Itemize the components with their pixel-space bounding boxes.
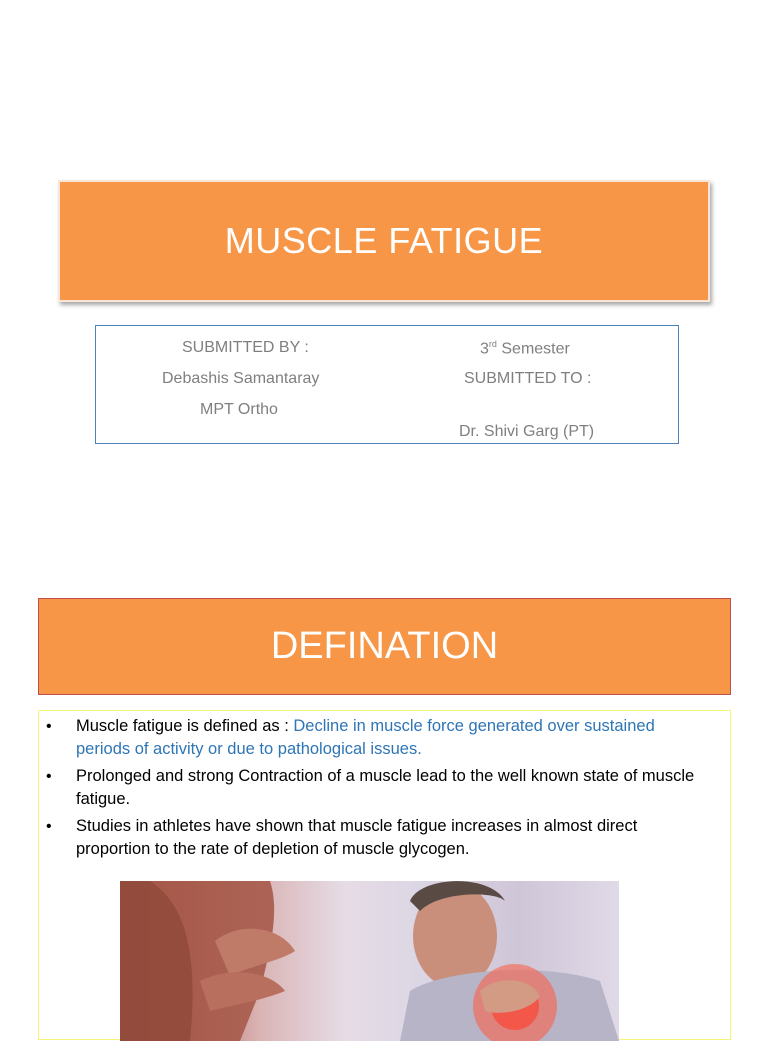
definition-title: DEFINATION — [270, 625, 499, 667]
submitted-by-label: SUBMITTED BY : — [182, 339, 309, 356]
semester-word: Semester — [496, 340, 570, 358]
bullet-icon: • — [46, 768, 52, 785]
submitted-to-label: SUBMITTED TO : — [464, 370, 592, 387]
author-course: MPT Ortho — [200, 401, 278, 418]
semester — [480, 339, 570, 358]
title-banner — [58, 180, 710, 302]
semester-suffix: rd — [488, 339, 497, 349]
list-item — [39, 815, 729, 861]
submission-box — [95, 325, 679, 444]
bullet-icon: • — [46, 718, 52, 735]
bullet-highlight: Decline in muscle force generated over sustained periods of activity or due to pathological issues. — [76, 717, 655, 758]
bullet-text: Prolonged and strong Contraction of a muscle lead to the well known state of muscle fatigue. — [76, 767, 695, 808]
bullet-list — [39, 715, 729, 865]
list-item — [39, 765, 729, 811]
definition-banner — [38, 598, 731, 695]
list-item — [39, 715, 729, 761]
author-name: Debashis Samantaray — [162, 370, 320, 387]
semester-number: 3 — [480, 340, 489, 358]
definition-content — [38, 710, 731, 1040]
muscle-pain-photo — [120, 881, 619, 1041]
bullet-text: Muscle fatigue is defined as : — [76, 717, 294, 735]
recipient-name: Dr. Shivi Garg (PT) — [459, 423, 595, 440]
bullet-icon: • — [46, 818, 52, 835]
bullet-text: Studies in athletes have shown that muscle fatigue increases in almost direct proportion to the rate of depletion of muscle glycogen. — [76, 817, 638, 858]
slide-title: MUSCLE FATIGUE — [224, 220, 544, 261]
photo-illustration — [120, 881, 619, 1041]
